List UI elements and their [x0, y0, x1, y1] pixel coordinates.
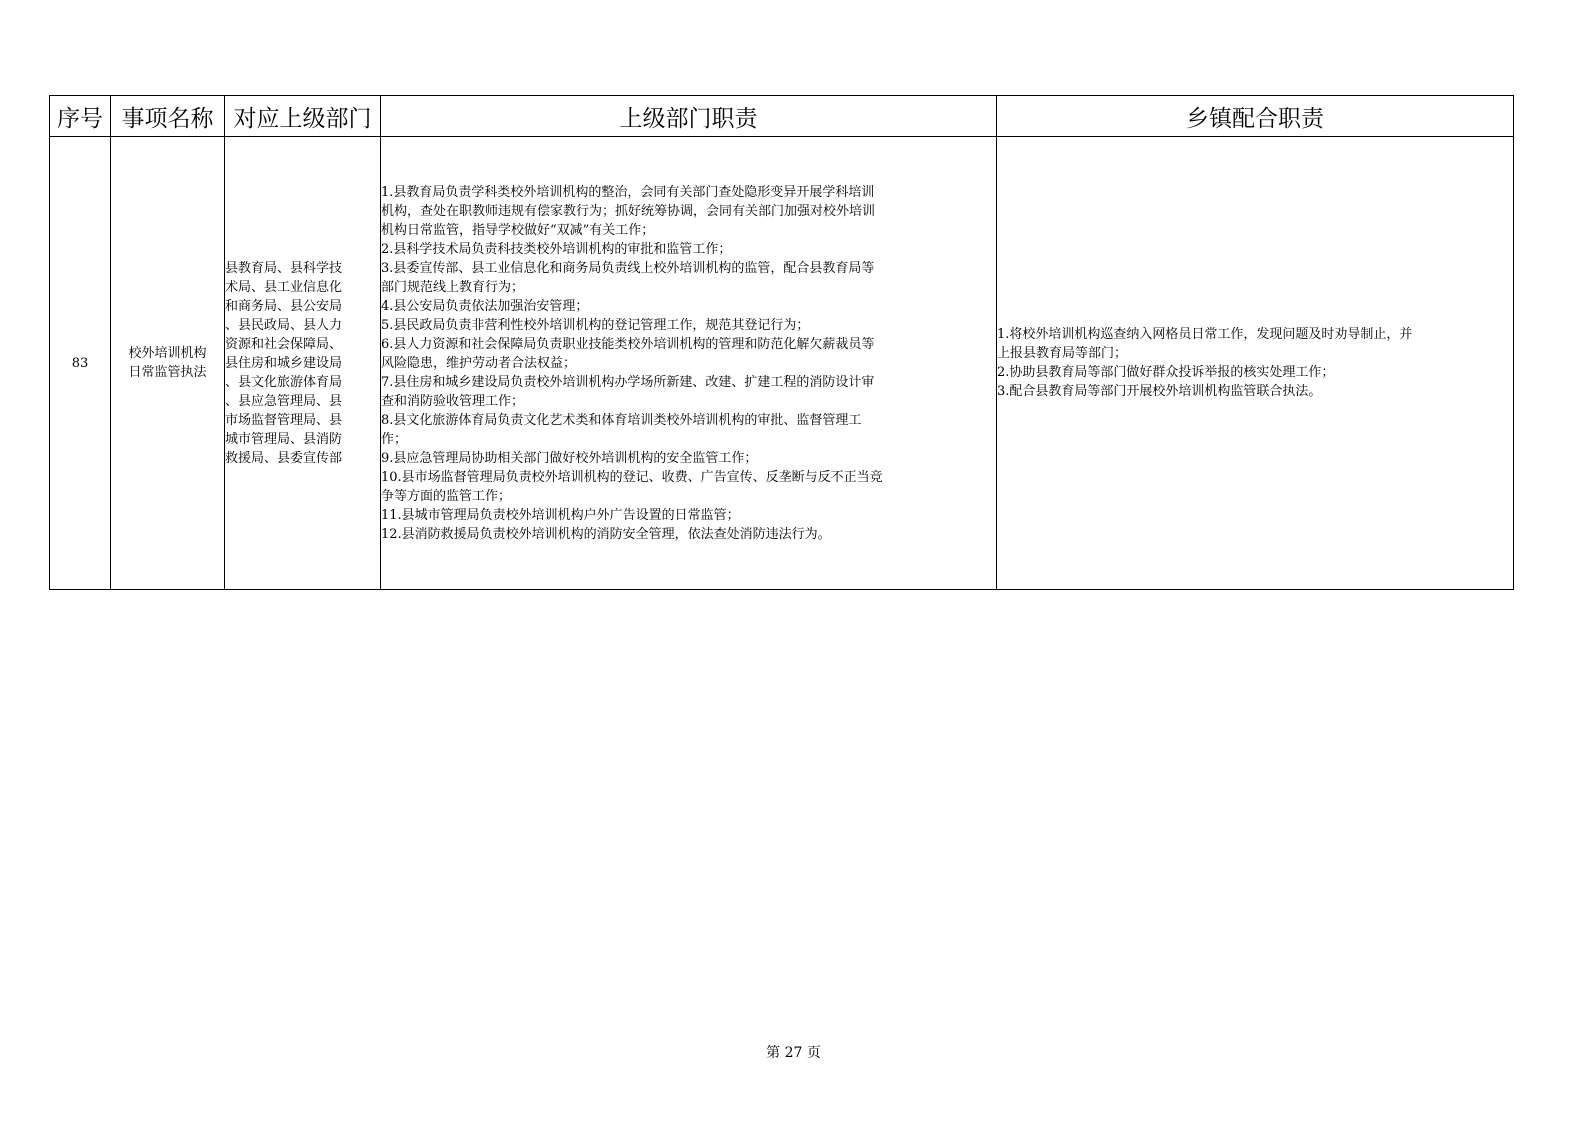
department-line: 、县文化旅游体育局 — [225, 374, 343, 390]
duty-line: 5.县民政局负责非营利性校外培训机构的登记管理工作，规范其登记行为； — [381, 317, 810, 333]
department-line: 县教育局、县科学技 — [225, 260, 343, 276]
page-number: 第 27 页 — [766, 1045, 821, 1061]
duty-line: 作； — [381, 431, 408, 447]
township-duty-line: 2.协助县教育局等部门做好群众投诉举报的核实处理工作； — [997, 365, 1335, 380]
table-row — [50, 137, 1514, 590]
duty-line: 查和消防验收管理工作； — [381, 393, 525, 409]
header-item-name: 事项名称 — [111, 96, 225, 137]
duty-line: 11.县城市管理局负责校外培训机构户外广告设置的日常监管； — [381, 507, 740, 523]
duty-line: 机构，查处在职教师违规有偿家教行为；抓好统筹协调，会同有关部门加强对校外培训 — [381, 203, 876, 219]
duty-line: 风险隐患，维护劳动者合法权益； — [381, 355, 577, 371]
duty-line: 8.县文化旅游体育局负责文化艺术类和体育培训类校外培训机构的审批、监督管理工 — [381, 412, 862, 428]
duty-line: 12.县消防救援局负责校外培训机构的消防安全管理，依法查处消防违法行为。 — [381, 526, 831, 542]
department-line: 、县应急管理局、县 — [225, 393, 343, 409]
duty-line: 9.县应急管理局协助相关部门做好校外培训机构的安全监管工作； — [381, 450, 758, 466]
duty-line: 2.县科学技术局负责科技类校外培训机构的审批和监管工作； — [381, 241, 732, 257]
header-superior-duties: 上级部门职责 — [381, 96, 997, 137]
duty-line: 4.县公安局负责依法加强治安管理； — [381, 298, 589, 314]
township-duty-line: 1.将校外培训机构巡查纳入网格员日常工作，发现问题及时劝导制止，并 — [997, 327, 1413, 342]
duty-table — [49, 95, 1514, 590]
department-line: 、县民政局、县人力 — [225, 317, 343, 333]
department-line: 市场监督管理局、县 — [225, 412, 343, 428]
duty-line: 7.县住房和城乡建设局负责校外培训机构办学场所新建、改建、扩建工程的消防设计审 — [381, 374, 875, 390]
department-line: 资源和社会保障局、 — [225, 336, 343, 352]
duty-line: 3.县委宣传部、县工业信息化和商务局负责线上校外培训机构的监管，配合县教育局等 — [381, 260, 875, 276]
row-serial-number: 83 — [50, 137, 111, 590]
department-line: 县住房和城乡建设局 — [225, 355, 343, 371]
item-name-line: 校外培训机构 — [128, 346, 207, 361]
row-township-duties — [997, 137, 1514, 590]
department-line: 城市管理局、县消防 — [225, 431, 343, 447]
department-line: 和商务局、县公安局 — [225, 298, 343, 314]
department-line: 救援局、县委宣传部 — [225, 450, 343, 466]
header-row — [50, 96, 1514, 137]
item-name-line: 日常监管执法 — [128, 365, 207, 380]
header-superior-department: 对应上级部门 — [225, 96, 381, 137]
row-item-name — [111, 137, 225, 590]
header-township-duties: 乡镇配合职责 — [997, 96, 1514, 137]
duty-line: 10.县市场监督管理局负责校外培训机构的登记、收费、广告宣传、反垄断与反不正当竞 — [381, 469, 883, 485]
header-serial-number: 序号 — [50, 96, 111, 137]
department-line: 术局、县工业信息化 — [225, 279, 343, 295]
duty-line: 争等方面的监管工作； — [381, 488, 512, 504]
row-superior-departments — [225, 137, 381, 590]
duty-line: 1.县教育局负责学科类校外培训机构的整治，会同有关部门查处隐形变异开展学科培训 — [381, 184, 875, 200]
row-superior-duties — [381, 137, 997, 590]
duty-line: 机构日常监管，指导学校做好“双减”有关工作； — [381, 222, 655, 238]
duty-line: 部门规范线上教育行为； — [381, 279, 525, 295]
township-duty-line: 上报县教育局等部门； — [997, 346, 1128, 361]
duty-line: 6.县人力资源和社会保障局负责职业技能类校外培训机构的管理和防范化解欠薪裁员等 — [381, 336, 875, 352]
township-duty-line: 3.配合县教育局等部门开展校外培训机构监管联合执法。 — [997, 384, 1322, 399]
